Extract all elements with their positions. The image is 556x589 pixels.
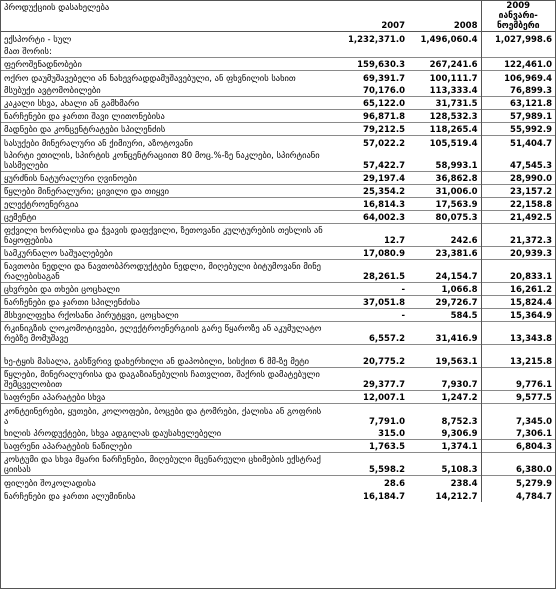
row-value-2008: 31,731.5 <box>435 99 478 109</box>
row-value-2009: 20,939.3 <box>481 247 555 260</box>
row-label: ნარჩენები და ჯართი შავი ლითონებისა <box>4 112 165 122</box>
row-label: ნარჩენები და ჯართი სპილენძისა <box>4 298 140 308</box>
row-value-2007: 79,212.5 <box>363 125 405 135</box>
row-value-2008: 14,212.7 <box>435 491 478 502</box>
table-row <box>1 45 555 58</box>
row-value-2008: 7,930.7 <box>441 380 478 390</box>
row-label: ცემენტი <box>4 213 37 223</box>
table-row <box>1 322 555 345</box>
table-row <box>1 404 555 427</box>
row-label: ფილები შოკოლადისა <box>4 478 96 489</box>
row-value-2007: 70,176.0 <box>363 86 405 96</box>
table-row <box>1 309 555 322</box>
row-value-2008: 238.4 <box>450 478 478 489</box>
row-value-2009: 51,404.7 <box>481 136 555 149</box>
row-label: ნავთობი ნედლი და ნავთობპროდუქტები ნედლი, მიღებული ბიტუმოვანი მინერალებისაგან <box>4 262 321 282</box>
row-value-2007: 28.6 <box>384 478 405 489</box>
table-row <box>1 136 555 149</box>
row-value-2007: 12.7 <box>384 236 405 246</box>
row-value-2007: 6,557.2 <box>368 334 405 344</box>
table-row <box>1 368 555 391</box>
row-label: მსხვილფეხა რქოსანი პირუტყვი, ცოცხალი <box>4 311 179 321</box>
row-value-2009: 13,215.8 <box>481 345 555 368</box>
row-label: ელექტროენერგია <box>4 200 79 210</box>
row-label: სამკურნალო საშუალებები <box>4 249 113 259</box>
row-value-2007: 57,422.7 <box>363 161 405 171</box>
table-row <box>1 149 555 172</box>
row-label: სასუქები მინერალური ან ქიმიური, აზოტოვანი <box>4 138 193 149</box>
table-body <box>1 32 555 502</box>
row-value-2007: 5,598.2 <box>368 465 405 475</box>
row-value-2007: 1,232,371.0 <box>347 34 405 45</box>
row-label: კონტეინერები, ყუთები, კოლოფები, ბოცები და ტომრები, ქალისა ან გოფრისა <box>4 406 322 427</box>
row-label: ყურძნის ნატურალური ღვინოები <box>4 174 137 184</box>
row-value-2007: 16,814.3 <box>363 200 405 210</box>
row-value-2009: 9,776.1 <box>481 368 555 391</box>
row-value-2008: 31,416.9 <box>435 334 478 344</box>
row-label: საფრენი აპარატების ნაწილები <box>4 442 132 452</box>
table-row <box>1 440 555 453</box>
row-value-2008: 584.5 <box>450 311 478 321</box>
table-row <box>1 427 555 440</box>
row-label: წყლები მინერალური; ცივილი და თიყვი <box>4 187 170 197</box>
row-value-2009: 28,990.0 <box>481 172 555 185</box>
row-value-2007: - <box>401 311 405 321</box>
row-value-2009: 5,279.9 <box>481 476 555 489</box>
row-value-2007: 12,007.1 <box>363 393 405 403</box>
row-value-2007: 29,197.4 <box>363 174 405 184</box>
row-value-2008 <box>408 45 481 58</box>
row-value-2007: 65,122.0 <box>363 99 405 109</box>
table-row <box>1 185 555 198</box>
row-value-2009: 16,261.2 <box>481 283 555 296</box>
row-label: მადნები და კონცენტრატები სპილენძის <box>4 125 166 135</box>
table-row <box>1 211 555 224</box>
table-row <box>1 247 555 260</box>
table-row <box>1 345 555 368</box>
row-label: რკინიგზის ლოკომოტივები, ელექტროენერგიის გარე წყაროზე ან აკუმულატორებზე მომუშავე <box>4 324 322 344</box>
row-value-2007: 16,184.7 <box>363 491 405 502</box>
row-value-2007: 96,871.8 <box>363 112 405 122</box>
row-value-2009: 23,157.2 <box>481 185 555 198</box>
row-label: კაკალი სხვა, ახალი ან გამხმარი <box>4 99 140 109</box>
row-value-2009: 7,306.1 <box>481 427 555 440</box>
row-value-2008: 1,247.2 <box>441 393 478 403</box>
row-value-2008: 31,006.0 <box>435 187 478 197</box>
table-row <box>1 260 555 283</box>
table-row <box>1 391 555 404</box>
row-value-2007: 20,775.2 <box>363 357 405 367</box>
row-value-2008: 8,752.3 <box>441 416 478 427</box>
row-value-2007: 7,791.0 <box>368 416 405 427</box>
row-value-2008: 1,374.1 <box>441 442 478 452</box>
row-value-2009: 4,784.7 <box>481 489 555 502</box>
row-value-2009: 21,372.3 <box>481 224 555 247</box>
table-row <box>1 198 555 211</box>
row-value-2007: 17,080.9 <box>363 249 405 259</box>
row-value-2008: 267,241.6 <box>429 60 478 70</box>
row-value-2007: 159,630.3 <box>357 60 405 70</box>
table-row <box>1 296 555 309</box>
row-value-2008: 1,496,060.4 <box>420 34 478 45</box>
row-value-2009: 47,545.3 <box>481 149 555 172</box>
row-value-2009: 15,824.4 <box>481 296 555 309</box>
column-header-2009-year: 2009 <box>506 1 531 11</box>
table-row <box>1 172 555 185</box>
table-row <box>1 71 555 84</box>
row-value-2007: 37,051.8 <box>363 298 405 308</box>
row-label: ოქრო დაუმუშავებელი ან ნახევრადდამუშავებული, ან ფხვნილის სახით <box>4 73 296 84</box>
row-value-2007: 64,002.3 <box>363 213 405 223</box>
column-header-2009-period: იანვარი-ნოემბერი <box>496 11 540 31</box>
row-value-2009: 6,804.3 <box>481 440 555 453</box>
table-row <box>1 32 555 45</box>
table-row <box>1 123 555 136</box>
row-label: ხილის პროდუქტები, სხვა ადგილას დაუსახელებელი <box>4 429 222 439</box>
row-value-2008: 19,563.1 <box>435 357 478 367</box>
row-value-2008: 128,532.3 <box>429 112 478 122</box>
export-table <box>1 1 555 502</box>
row-value-2008: 5,108.3 <box>441 465 478 475</box>
row-value-2008: 29,726.7 <box>435 298 478 308</box>
row-value-2009: 55,992.9 <box>481 123 555 136</box>
row-value-2009: 7,345.0 <box>481 404 555 427</box>
column-header-2007: 2007 <box>381 21 405 31</box>
row-value-2008: 17,563.9 <box>435 200 478 210</box>
row-value-2008: 113,333.4 <box>429 86 478 96</box>
row-value-2008: 58,993.1 <box>435 161 478 171</box>
column-header-2008: 2008 <box>453 21 478 31</box>
table-row <box>1 110 555 123</box>
column-header-2009 <box>481 1 555 32</box>
row-label: მათ შორის: <box>4 47 52 57</box>
row-value-2008: 23,381.6 <box>435 249 478 259</box>
row-label: ფეროშენადნობები <box>4 60 82 70</box>
row-value-2007: 25,354.2 <box>363 187 405 197</box>
row-value-2008: 9,306.9 <box>441 429 478 439</box>
row-value-2008: 105,519.4 <box>429 138 478 149</box>
row-value-2009: 76,899.3 <box>481 84 555 97</box>
row-label: ხე-ტყის მასალა, გასწვრივ დახერხილი ან დაპობილი, სისქით 6 მმ-ზე მეტი <box>4 357 310 367</box>
row-value-2009: 20,833.1 <box>481 260 555 283</box>
table-row <box>1 58 555 71</box>
row-value-2008: 24,154.7 <box>435 272 478 282</box>
row-value-2007: 28,261.5 <box>363 272 405 282</box>
row-value-2009: 63,121.8 <box>481 97 555 110</box>
row-value-2008: 118,265.4 <box>429 125 478 135</box>
column-header-product: პროდუქციის დასახელება <box>4 3 110 13</box>
row-label: სპირტი ეთილის, სპირტის კონცენტრაციით 80 მოც.%-ზე ნაკლები, სპირტიანი სასმელები <box>4 151 320 171</box>
row-label: ექსპორტი - სულ <box>4 34 72 45</box>
table-row <box>1 84 555 97</box>
row-value-2007: - <box>401 285 405 295</box>
row-value-2009: 9,577.5 <box>481 391 555 404</box>
row-value-2009: 6,380.0 <box>481 453 555 476</box>
row-label: ფქვილი ხორბლისა და ჭვავის დაფქვილი, ზეთოვანი კულტურების თესლის ან ნაყოფებისა <box>4 226 323 246</box>
row-value-2008: 1,066.8 <box>441 285 478 295</box>
row-value-2008: 100,111.7 <box>429 73 478 84</box>
row-value-2007: 1,763.5 <box>368 442 405 452</box>
row-value-2007: 29,377.7 <box>363 380 405 390</box>
row-value-2009: 106,969.4 <box>481 71 555 84</box>
row-label: წყლები, მინერალურისა და დაგაზიანებულის ჩათვლით, შაქრის დამატებული შემცველობით <box>4 370 320 390</box>
table-header <box>1 1 555 32</box>
row-value-2009: 15,364.9 <box>481 309 555 322</box>
row-label: მსუბუქი ავტომობილები <box>4 86 101 96</box>
row-value-2008: 242.6 <box>450 236 478 246</box>
row-value-2009: 57,989.1 <box>481 110 555 123</box>
row-label: ნარჩენები და ჯართი ალუმინისა <box>4 491 136 502</box>
table-row <box>1 283 555 296</box>
row-label: ცხვრები და თხები ცოცხალი <box>4 285 120 295</box>
table-row <box>1 97 555 110</box>
table-row <box>1 224 555 247</box>
row-value-2009: 122,461.0 <box>481 58 555 71</box>
row-label: საფრენი აპარატები სხვა <box>4 393 106 403</box>
row-value-2008: 80,075.3 <box>435 213 478 223</box>
row-value-2007: 315.0 <box>378 429 405 439</box>
table-row <box>1 489 555 502</box>
row-value-2008: 36,862.8 <box>435 174 478 184</box>
row-value-2009: 21,492.5 <box>481 211 555 224</box>
row-value-2009: 1,027,998.6 <box>481 32 555 45</box>
row-value-2007: 57,022.2 <box>363 138 405 149</box>
table-row <box>1 476 555 489</box>
row-value-2009: 22,158.8 <box>481 198 555 211</box>
row-value-2009 <box>481 45 555 58</box>
table-row <box>1 453 555 476</box>
row-value-2007: 69,391.7 <box>363 73 405 84</box>
row-label: კოსტუმი და სხვა მყარი ნარჩენები, მიღებული მცენარეული ცხიმების ექსტრაქციისას <box>4 455 321 475</box>
row-value-2009: 13,343.8 <box>481 322 555 345</box>
row-value-2007 <box>327 45 408 58</box>
